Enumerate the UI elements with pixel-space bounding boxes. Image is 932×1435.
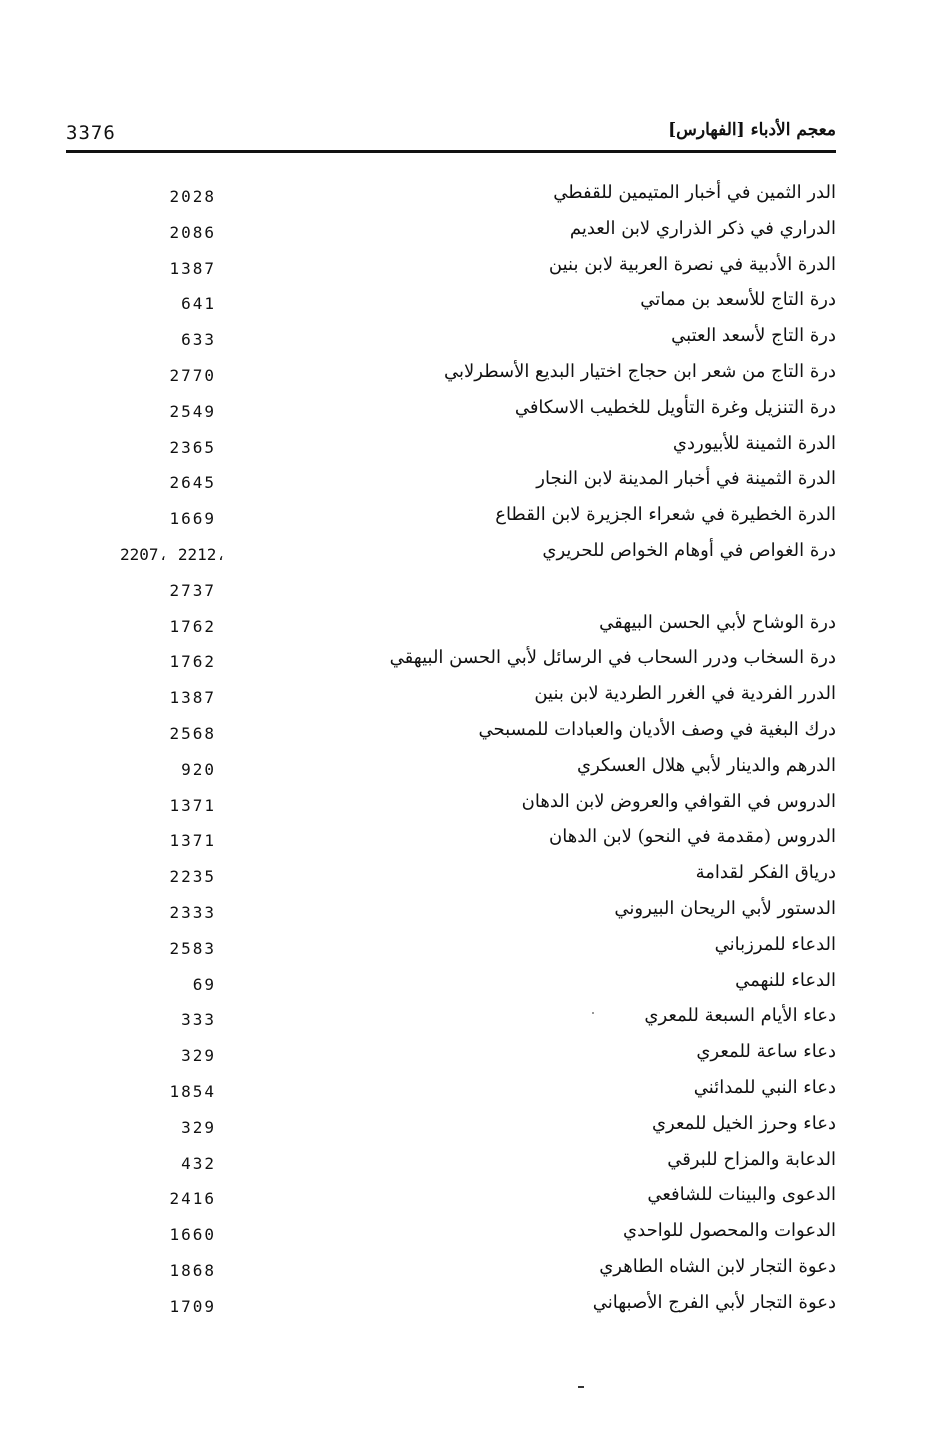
entry-title: درة السخاب ودرر السحاب في الرسائل لأبي الحسن البيهقي — [389, 647, 836, 669]
entry-title: الدعوى والبينات للشافعي — [647, 1184, 836, 1206]
entry-title: دعوة التجار لأبي الفرج الأصبهاني — [592, 1291, 836, 1313]
running-head: معجم الأدباء [الفهارس] — [668, 120, 836, 140]
scan-speck — [592, 1012, 594, 1014]
index-entry — [0, 860, 932, 896]
entry-title: درة التاج للأسعد بن مماتي — [640, 289, 836, 311]
entry-title: دعاء ساعة للمعري — [696, 1041, 836, 1063]
bottom-mark — [578, 1386, 584, 1388]
entry-page-numbers: 329 — [181, 1117, 216, 1137]
index-entry — [0, 1218, 932, 1254]
entry-page-numbers: 2645 — [169, 473, 216, 493]
entry-page-numbers: 1371 — [169, 831, 216, 851]
index-entry — [0, 753, 932, 789]
entry-page-numbers: 2333 — [169, 902, 216, 922]
index-entry — [0, 359, 932, 395]
index-entry — [0, 1075, 932, 1111]
entry-title: الدرة الثمينة في أخبار المدينة لابن النجار — [536, 468, 836, 490]
entry-page-numbers: 2086 — [169, 222, 216, 242]
entry-title: درياق الفكر لقدامة — [695, 862, 836, 884]
entry-page-numbers: 2583 — [169, 938, 216, 958]
entry-title: الدعاء للمرزباني — [714, 933, 836, 955]
entry-page-numbers: 641 — [181, 294, 216, 314]
entry-title: درة التنزيل وغرة التأويل للخطيب الاسكافي — [514, 396, 836, 418]
header-rule — [66, 150, 836, 153]
entry-title: الدرة الثمينة للأبيوردي — [672, 432, 836, 454]
index-entry — [0, 789, 932, 825]
entry-page-numbers: 1669 — [169, 509, 216, 529]
index-entry — [0, 1254, 932, 1290]
index-entry — [0, 1147, 932, 1183]
entry-title: دعوة التجار لابن الشاه الطاهري — [599, 1255, 836, 1277]
index-entry — [0, 180, 932, 216]
index-entry — [0, 395, 932, 431]
index-entry — [0, 610, 932, 646]
entry-page-numbers: 1854 — [169, 1081, 216, 1101]
entry-title: دعاء وحرز الخيل للمعري — [651, 1112, 836, 1134]
entry-title: درة التاج من شعر ابن حجاج اختيار البديع الأسطرلابي — [444, 360, 836, 382]
entry-title: درة التاج لأسعد العتبي — [671, 325, 836, 347]
page-header — [66, 118, 836, 152]
entry-page-numbers: 1660 — [169, 1225, 216, 1245]
index-entry — [0, 502, 932, 538]
entry-title: درة الغواص في أوهام الخواص للحريري — [542, 539, 836, 561]
entry-title: الدعاء للنهمي — [735, 969, 836, 991]
index-entry — [0, 968, 932, 1004]
index-entry — [0, 431, 932, 467]
entry-title: الدعوات والمحصول للواحدي — [623, 1220, 836, 1242]
index-entry — [0, 824, 932, 860]
entry-page-numbers: 2568 — [169, 723, 216, 743]
index-entry — [0, 1111, 932, 1147]
entry-title: دعاء الأيام السبعة للمعري — [644, 1005, 836, 1027]
entry-page-numbers: 2235 — [169, 867, 216, 887]
page-number: 3376 — [66, 122, 116, 144]
entry-title: الدر الثمين في أخبار المتيمين للقفطي — [553, 182, 836, 203]
index-entry — [0, 1290, 932, 1326]
entry-title: الدروس (مقدمة في النحو) لابن الدهان — [549, 826, 836, 848]
index-entry — [0, 645, 932, 681]
index-entry — [0, 287, 932, 323]
entry-title: الدرة الخطيرة في شعراء الجزيرة لابن القطاع — [495, 504, 836, 526]
index-entry — [0, 717, 932, 753]
entry-title: الدرر الفردية في الغرر الطردية لابن بنين — [534, 683, 836, 705]
entry-page-numbers: 1868 — [169, 1260, 216, 1280]
index-entry — [0, 1182, 932, 1218]
index-entry — [0, 681, 932, 717]
entry-page-numbers: 2416 — [169, 1189, 216, 1209]
index-entries — [0, 180, 932, 1326]
entry-page-numbers: 2737 — [169, 580, 216, 600]
entry-title: الدراري في ذكر الذراري لابن العديم — [569, 217, 836, 239]
entry-page-numbers: 329 — [181, 1046, 216, 1066]
index-entry — [0, 932, 932, 968]
entry-page-numbers: 2028 — [169, 187, 216, 206]
entry-title: الدروس في القوافي والعروض لابن الدهان — [521, 790, 836, 812]
entry-page-numbers: 1387 — [169, 258, 216, 278]
entry-page-numbers: 1709 — [169, 1296, 216, 1316]
entry-page-numbers: 1762 — [169, 616, 216, 636]
entry-page-numbers: 1387 — [169, 688, 216, 708]
entry-title: درك البغية في وصف الأديان والعبادات للمسبحي — [478, 718, 836, 740]
entry-title: الدرهم والدينار لأبي هلال العسكري — [576, 754, 836, 776]
index-entry — [0, 466, 932, 502]
index-entry — [0, 216, 932, 252]
entry-page-numbers: 333 — [181, 1010, 216, 1030]
index-entry — [0, 896, 932, 932]
entry-page-numbers: 633 — [181, 330, 216, 350]
index-entry — [0, 574, 932, 610]
entry-page-numbers: 1371 — [169, 795, 216, 815]
entry-page-numbers: 432 — [181, 1153, 216, 1173]
index-entry — [0, 1003, 932, 1039]
entry-title: الدعابة والمزاح للبرقي — [667, 1148, 836, 1170]
index-entry — [0, 252, 932, 288]
entry-page-numbers: 69 — [192, 974, 216, 994]
entry-page-numbers: 2207، 2212، — [120, 544, 226, 564]
index-entry — [0, 1039, 932, 1075]
entry-page-numbers: 920 — [181, 759, 216, 779]
entry-title: دعاء النبي للمدائني — [693, 1076, 836, 1098]
index-entry — [0, 538, 932, 574]
entry-title: الدرة الأدبية في نصرة العربية لابن بنين — [548, 253, 836, 275]
index-entry — [0, 323, 932, 359]
entry-title: درة الوشاح لأبي الحسن البيهقي — [599, 611, 836, 633]
entry-page-numbers: 2770 — [169, 365, 216, 385]
entry-title: الدستور لأبي الريحان البيروني — [614, 897, 836, 919]
entry-page-numbers: 2549 — [169, 401, 216, 421]
entry-page-numbers: 1762 — [169, 652, 216, 672]
entry-page-numbers: 2365 — [169, 437, 216, 457]
